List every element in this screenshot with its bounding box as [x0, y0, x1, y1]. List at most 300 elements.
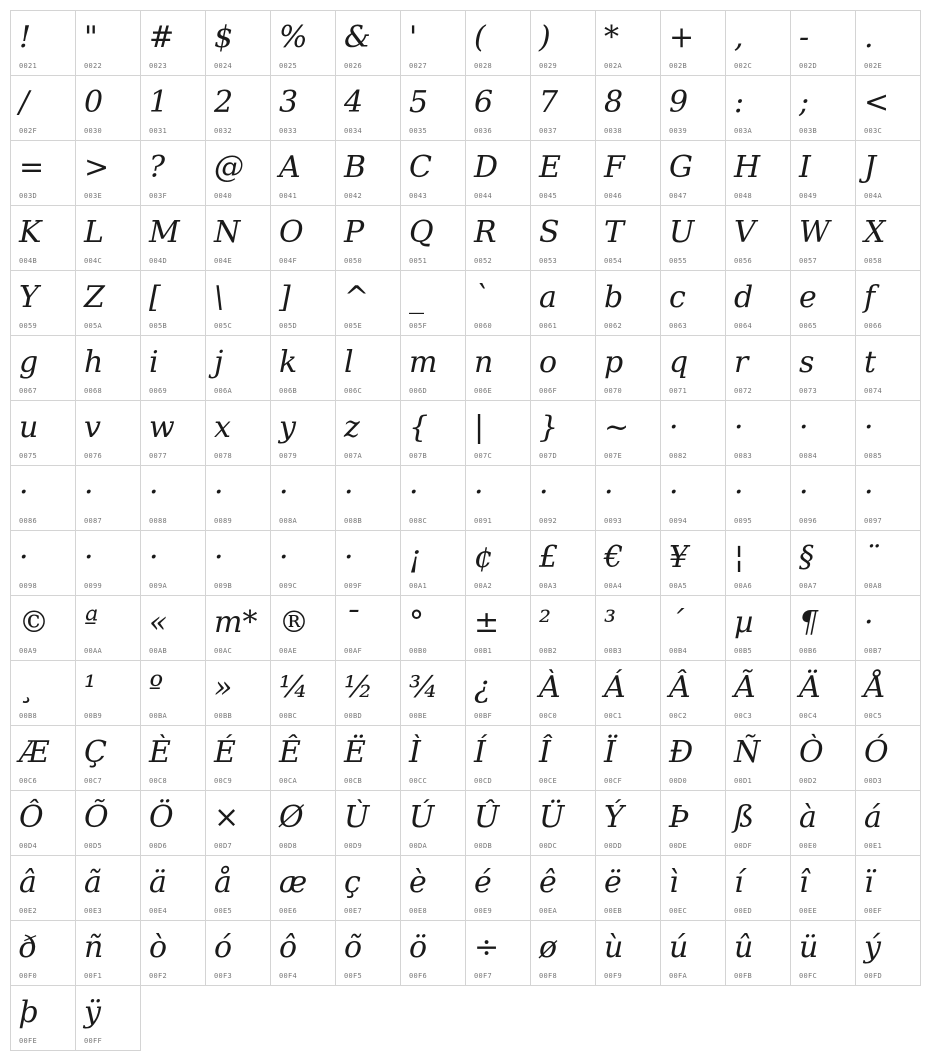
glyph-character: °	[409, 605, 424, 640]
glyph-codepoint: 0057	[799, 257, 818, 265]
glyph-cell	[531, 271, 596, 336]
glyph-character: -	[799, 20, 810, 55]
glyph-character: ·	[799, 410, 809, 445]
glyph-cell	[271, 531, 336, 596]
glyph-cell	[596, 856, 661, 921]
glyph-cell	[271, 11, 336, 76]
glyph-cell	[791, 11, 856, 76]
glyph-codepoint: 00B9	[84, 712, 103, 720]
glyph-character: ü	[799, 930, 819, 965]
glyph-cell	[856, 661, 921, 726]
glyph-character: ·	[474, 475, 484, 510]
glyph-codepoint: 00DC	[539, 842, 558, 850]
glyph-codepoint: 00B0	[409, 647, 428, 655]
glyph-codepoint: 005D	[279, 322, 298, 330]
glyph-codepoint: 004B	[19, 257, 38, 265]
glyph-codepoint: 00DD	[604, 842, 623, 850]
glyph-cell	[401, 336, 466, 401]
glyph-codepoint: 00F8	[539, 972, 558, 980]
glyph-codepoint: 0061	[539, 322, 558, 330]
glyph-cell	[11, 596, 76, 661]
glyph-character: Ü	[539, 800, 565, 835]
glyph-cell	[466, 401, 531, 466]
glyph-codepoint: 00CA	[279, 777, 298, 785]
glyph-codepoint: 00CE	[539, 777, 558, 785]
glyph-codepoint: 0077	[149, 452, 168, 460]
glyph-cell	[141, 726, 206, 791]
glyph-cell	[791, 206, 856, 271]
glyph-cell	[856, 791, 921, 856]
glyph-cell	[336, 206, 401, 271]
glyph-codepoint: 0045	[539, 192, 558, 200]
glyph-character: *	[604, 20, 619, 55]
glyph-cell	[596, 661, 661, 726]
glyph-character: d	[734, 280, 754, 315]
glyph-character: x	[214, 410, 231, 445]
glyph-codepoint: 00B3	[604, 647, 623, 655]
glyph-cell	[466, 11, 531, 76]
glyph-codepoint: 00E8	[409, 907, 428, 915]
glyph-codepoint: 00D7	[214, 842, 233, 850]
glyph-cell	[726, 76, 791, 141]
glyph-cell	[401, 466, 466, 531]
glyph-codepoint: 00A3	[539, 582, 558, 590]
glyph-cell	[661, 726, 726, 791]
glyph-character: ¿	[474, 670, 491, 705]
glyph-character: Ý	[604, 800, 624, 835]
glyph-character: Ä	[799, 670, 821, 705]
glyph-codepoint: 00F7	[474, 972, 493, 980]
glyph-character: ³	[604, 605, 617, 640]
glyph-codepoint: 00B4	[669, 647, 688, 655]
glyph-character: P	[344, 215, 365, 250]
glyph-character: ±	[474, 605, 500, 640]
glyph-codepoint: 00E7	[344, 907, 363, 915]
glyph-cell	[661, 531, 726, 596]
glyph-cell	[11, 11, 76, 76]
glyph-codepoint: 0053	[539, 257, 558, 265]
glyph-codepoint: 0036	[474, 127, 493, 135]
glyph-cell	[11, 921, 76, 986]
glyph-character: ·	[864, 410, 874, 445]
glyph-cell	[791, 596, 856, 661]
glyph-codepoint: 003D	[19, 192, 38, 200]
glyph-codepoint: 004D	[149, 257, 168, 265]
glyph-cell	[726, 336, 791, 401]
glyph-character: ¹	[84, 670, 97, 705]
glyph-character: 5	[409, 85, 429, 120]
glyph-cell	[531, 11, 596, 76]
glyph-character: &	[344, 20, 371, 55]
glyph-codepoint: 003A	[734, 127, 753, 135]
glyph-character: ¶	[799, 605, 819, 640]
glyph-character: á	[864, 800, 882, 835]
glyph-character: D	[474, 150, 499, 185]
glyph-cell	[206, 141, 271, 206]
glyph-codepoint: 0058	[864, 257, 883, 265]
glyph-character: ß	[734, 800, 755, 835]
glyph-cell	[596, 141, 661, 206]
glyph-character: <	[864, 85, 890, 120]
glyph-codepoint: 0032	[214, 127, 233, 135]
glyph-cell	[141, 76, 206, 141]
glyph-cell	[531, 791, 596, 856]
glyph-cell	[336, 661, 401, 726]
glyph-codepoint: 0073	[799, 387, 818, 395]
glyph-character: ]	[279, 280, 291, 315]
glyph-codepoint: 0030	[84, 127, 103, 135]
glyph-cell	[791, 141, 856, 206]
glyph-cell	[206, 921, 271, 986]
glyph-cell	[76, 921, 141, 986]
glyph-character: 7	[539, 85, 559, 120]
glyph-codepoint: 00DF	[734, 842, 753, 850]
glyph-codepoint: 00CC	[409, 777, 428, 785]
glyph-character: Æ	[19, 735, 50, 770]
glyph-cell	[11, 141, 76, 206]
glyph-cell	[76, 336, 141, 401]
glyph-cell	[466, 141, 531, 206]
glyph-cell	[726, 791, 791, 856]
glyph-cell	[466, 336, 531, 401]
glyph-codepoint: 0082	[669, 452, 688, 460]
glyph-cell	[856, 726, 921, 791]
glyph-character: `	[474, 280, 489, 315]
glyph-character: é	[474, 865, 492, 900]
glyph-cell	[466, 661, 531, 726]
glyph-codepoint: 00B7	[864, 647, 883, 655]
glyph-cell	[11, 336, 76, 401]
glyph-character: û	[734, 930, 754, 965]
glyph-codepoint: 0052	[474, 257, 493, 265]
glyph-cell	[791, 401, 856, 466]
glyph-character: ·	[149, 475, 159, 510]
glyph-cell	[661, 596, 726, 661]
glyph-character: ÿ	[84, 995, 101, 1030]
glyph-character: â	[19, 865, 37, 900]
glyph-character: 3	[279, 85, 299, 120]
glyph-codepoint: 00A5	[669, 582, 688, 590]
glyph-character: Õ	[84, 800, 109, 835]
glyph-codepoint: 002F	[19, 127, 38, 135]
glyph-character: Ï	[604, 735, 616, 770]
glyph-cell	[726, 921, 791, 986]
glyph-character: ,	[734, 20, 744, 55]
glyph-character: +	[669, 20, 695, 55]
glyph-cell	[661, 856, 726, 921]
glyph-cell	[76, 726, 141, 791]
glyph-character: ¸	[19, 670, 34, 705]
glyph-cell	[596, 336, 661, 401]
glyph-grid	[10, 10, 921, 1051]
glyph-cell	[76, 206, 141, 271]
glyph-cell	[401, 856, 466, 921]
glyph-codepoint: 003E	[84, 192, 103, 200]
glyph-character: ·	[734, 475, 744, 510]
glyph-codepoint: 00A7	[799, 582, 818, 590]
glyph-character: ñ	[84, 930, 104, 965]
glyph-cell	[726, 596, 791, 661]
glyph-codepoint: 00E9	[474, 907, 493, 915]
glyph-character: Q	[409, 215, 434, 250]
glyph-character: Å	[864, 670, 886, 705]
glyph-character: ·	[864, 605, 874, 640]
glyph-character: ·	[864, 475, 874, 510]
glyph-codepoint: 009B	[214, 582, 233, 590]
glyph-cell	[596, 531, 661, 596]
glyph-character: ·	[409, 475, 419, 510]
glyph-character: å	[214, 865, 232, 900]
glyph-codepoint: 00ED	[734, 907, 753, 915]
glyph-cell	[76, 531, 141, 596]
glyph-codepoint: 00E4	[149, 907, 168, 915]
glyph-codepoint: 00CB	[344, 777, 363, 785]
glyph-character: ·	[604, 475, 614, 510]
glyph-character: Ç	[84, 735, 107, 770]
glyph-cell	[141, 791, 206, 856]
glyph-codepoint: 0042	[344, 192, 363, 200]
glyph-cell	[531, 531, 596, 596]
glyph-character: C	[409, 150, 432, 185]
glyph-cell	[271, 726, 336, 791]
glyph-cell	[336, 466, 401, 531]
glyph-character: í	[734, 865, 744, 900]
glyph-cell	[141, 921, 206, 986]
glyph-cell	[466, 531, 531, 596]
glyph-cell	[271, 466, 336, 531]
glyph-character: b	[604, 280, 624, 315]
glyph-character: ç	[344, 865, 361, 900]
glyph-cell	[466, 856, 531, 921]
glyph-character: þ	[19, 995, 39, 1030]
glyph-cell	[271, 791, 336, 856]
glyph-character: Ê	[279, 735, 301, 770]
glyph-codepoint: 00D5	[84, 842, 103, 850]
glyph-character: Î	[539, 735, 551, 770]
glyph-codepoint: 005E	[344, 322, 363, 330]
glyph-character: ã	[84, 865, 102, 900]
glyph-character: N	[214, 215, 241, 250]
glyph-codepoint: 0083	[734, 452, 753, 460]
glyph-codepoint: 00C7	[84, 777, 103, 785]
glyph-codepoint: 0064	[734, 322, 753, 330]
glyph-codepoint: 00D4	[19, 842, 38, 850]
glyph-codepoint: 006D	[409, 387, 428, 395]
glyph-character: ?	[149, 150, 166, 185]
glyph-codepoint: 00BB	[214, 712, 233, 720]
glyph-codepoint: 00DE	[669, 842, 688, 850]
glyph-codepoint: 0075	[19, 452, 38, 460]
glyph-cell	[271, 76, 336, 141]
glyph-cell	[531, 856, 596, 921]
glyph-codepoint: 0040	[214, 192, 233, 200]
glyph-codepoint: 00F5	[344, 972, 363, 980]
glyph-codepoint: 007C	[474, 452, 493, 460]
glyph-codepoint: 0048	[734, 192, 753, 200]
glyph-codepoint: 0097	[864, 517, 883, 525]
glyph-codepoint: 006E	[474, 387, 493, 395]
glyph-codepoint: 00A4	[604, 582, 623, 590]
glyph-codepoint: 0085	[864, 452, 883, 460]
glyph-codepoint: 00A2	[474, 582, 493, 590]
glyph-character: ·	[19, 540, 29, 575]
glyph-cell	[661, 921, 726, 986]
glyph-character: Ð	[669, 735, 694, 770]
glyph-codepoint: 0037	[539, 127, 558, 135]
glyph-codepoint: 00AC	[214, 647, 233, 655]
glyph-cell	[76, 11, 141, 76]
glyph-codepoint: 0087	[84, 517, 103, 525]
glyph-cell	[11, 531, 76, 596]
glyph-character: L	[84, 215, 104, 250]
glyph-cell	[726, 856, 791, 921]
glyph-codepoint: 002A	[604, 62, 623, 70]
glyph-cell	[401, 791, 466, 856]
glyph-character: Ö	[149, 800, 174, 835]
glyph-character: ë	[604, 865, 622, 900]
glyph-cell	[206, 401, 271, 466]
glyph-character: '	[409, 20, 418, 55]
glyph-character: ·	[799, 475, 809, 510]
glyph-cell	[596, 726, 661, 791]
glyph-codepoint: 00AA	[84, 647, 103, 655]
glyph-character: 1	[149, 85, 169, 120]
glyph-character: ^	[344, 280, 370, 315]
glyph-codepoint: 00BF	[474, 712, 493, 720]
glyph-character: »	[214, 670, 233, 705]
glyph-codepoint: 00AE	[279, 647, 298, 655]
glyph-codepoint: 002D	[799, 62, 818, 70]
glyph-cell	[791, 76, 856, 141]
glyph-character: §	[799, 540, 814, 575]
glyph-codepoint: 0074	[864, 387, 883, 395]
glyph-cell	[76, 661, 141, 726]
glyph-cell	[141, 531, 206, 596]
glyph-cell	[76, 76, 141, 141]
glyph-codepoint: 00B1	[474, 647, 493, 655]
glyph-codepoint: 0038	[604, 127, 623, 135]
glyph-character: ·	[84, 540, 94, 575]
glyph-cell	[271, 271, 336, 336]
glyph-character: k	[279, 345, 298, 380]
glyph-codepoint: 00D9	[344, 842, 363, 850]
glyph-cell	[76, 856, 141, 921]
glyph-cell	[401, 531, 466, 596]
glyph-codepoint: 008A	[279, 517, 298, 525]
glyph-codepoint: 00F2	[149, 972, 168, 980]
glyph-codepoint: 0071	[669, 387, 688, 395]
glyph-cell	[791, 271, 856, 336]
glyph-character: ó	[214, 930, 233, 965]
glyph-codepoint: 0060	[474, 322, 493, 330]
glyph-character: [	[149, 280, 161, 315]
glyph-character: i	[149, 345, 159, 380]
glyph-character: Y	[19, 280, 39, 315]
glyph-character: E	[539, 150, 561, 185]
glyph-cell	[11, 726, 76, 791]
glyph-cell	[11, 791, 76, 856]
glyph-codepoint: 0034	[344, 127, 363, 135]
glyph-character: É	[214, 735, 236, 770]
glyph-cell	[661, 661, 726, 726]
glyph-codepoint: 00E5	[214, 907, 233, 915]
glyph-codepoint: 009C	[279, 582, 298, 590]
glyph-codepoint: 0025	[279, 62, 298, 70]
glyph-character: ¢	[474, 540, 494, 575]
glyph-codepoint: 0022	[84, 62, 103, 70]
glyph-codepoint: 00C1	[604, 712, 623, 720]
glyph-cell	[531, 206, 596, 271]
glyph-codepoint: 0029	[539, 62, 558, 70]
glyph-character: Ù	[344, 800, 370, 835]
glyph-codepoint: 00E1	[864, 842, 883, 850]
glyph-codepoint: 00FB	[734, 972, 753, 980]
glyph-cell	[726, 271, 791, 336]
glyph-cell	[401, 76, 466, 141]
glyph-character: %	[279, 20, 308, 55]
glyph-codepoint: 00B2	[539, 647, 558, 655]
glyph-character: n	[474, 345, 494, 380]
glyph-codepoint: 0084	[799, 452, 818, 460]
glyph-character: ø	[539, 930, 558, 965]
glyph-cell	[531, 336, 596, 401]
glyph-character: Û	[474, 800, 500, 835]
glyph-character: :	[734, 85, 745, 120]
glyph-cell	[336, 141, 401, 206]
glyph-character: j	[214, 345, 224, 380]
glyph-cell	[336, 11, 401, 76]
glyph-cell	[791, 466, 856, 531]
glyph-cell	[76, 596, 141, 661]
glyph-character: Ú	[409, 800, 435, 835]
glyph-codepoint: 00AF	[344, 647, 363, 655]
glyph-cell	[856, 401, 921, 466]
glyph-character: m*	[214, 605, 258, 640]
glyph-cell	[596, 11, 661, 76]
glyph-cell	[76, 141, 141, 206]
glyph-codepoint: 0095	[734, 517, 753, 525]
glyph-cell	[401, 271, 466, 336]
glyph-character: ù	[604, 930, 624, 965]
glyph-character: A	[279, 150, 301, 185]
glyph-character: u	[19, 410, 39, 445]
glyph-cell	[336, 791, 401, 856]
glyph-codepoint: 00FC	[799, 972, 818, 980]
glyph-codepoint: 0091	[474, 517, 493, 525]
glyph-character: ·	[344, 475, 354, 510]
glyph-codepoint: 004A	[864, 192, 883, 200]
glyph-codepoint: 0051	[409, 257, 428, 265]
glyph-codepoint: 00F9	[604, 972, 623, 980]
glyph-codepoint: 0056	[734, 257, 753, 265]
glyph-codepoint: 00BA	[149, 712, 168, 720]
glyph-codepoint: 00FD	[864, 972, 883, 980]
glyph-character: ®	[279, 605, 309, 640]
glyph-codepoint: 008C	[409, 517, 428, 525]
glyph-character: ÷	[474, 930, 500, 965]
glyph-codepoint: 00BC	[279, 712, 298, 720]
glyph-character: Ô	[19, 800, 44, 835]
glyph-codepoint: 00F1	[84, 972, 103, 980]
glyph-codepoint: 007E	[604, 452, 623, 460]
glyph-codepoint: 00C6	[19, 777, 38, 785]
glyph-cell	[141, 401, 206, 466]
glyph-codepoint: 0079	[279, 452, 298, 460]
glyph-codepoint: 002B	[669, 62, 688, 70]
glyph-character: 2	[214, 85, 234, 120]
glyph-codepoint: 00EC	[669, 907, 688, 915]
glyph-cell	[466, 921, 531, 986]
